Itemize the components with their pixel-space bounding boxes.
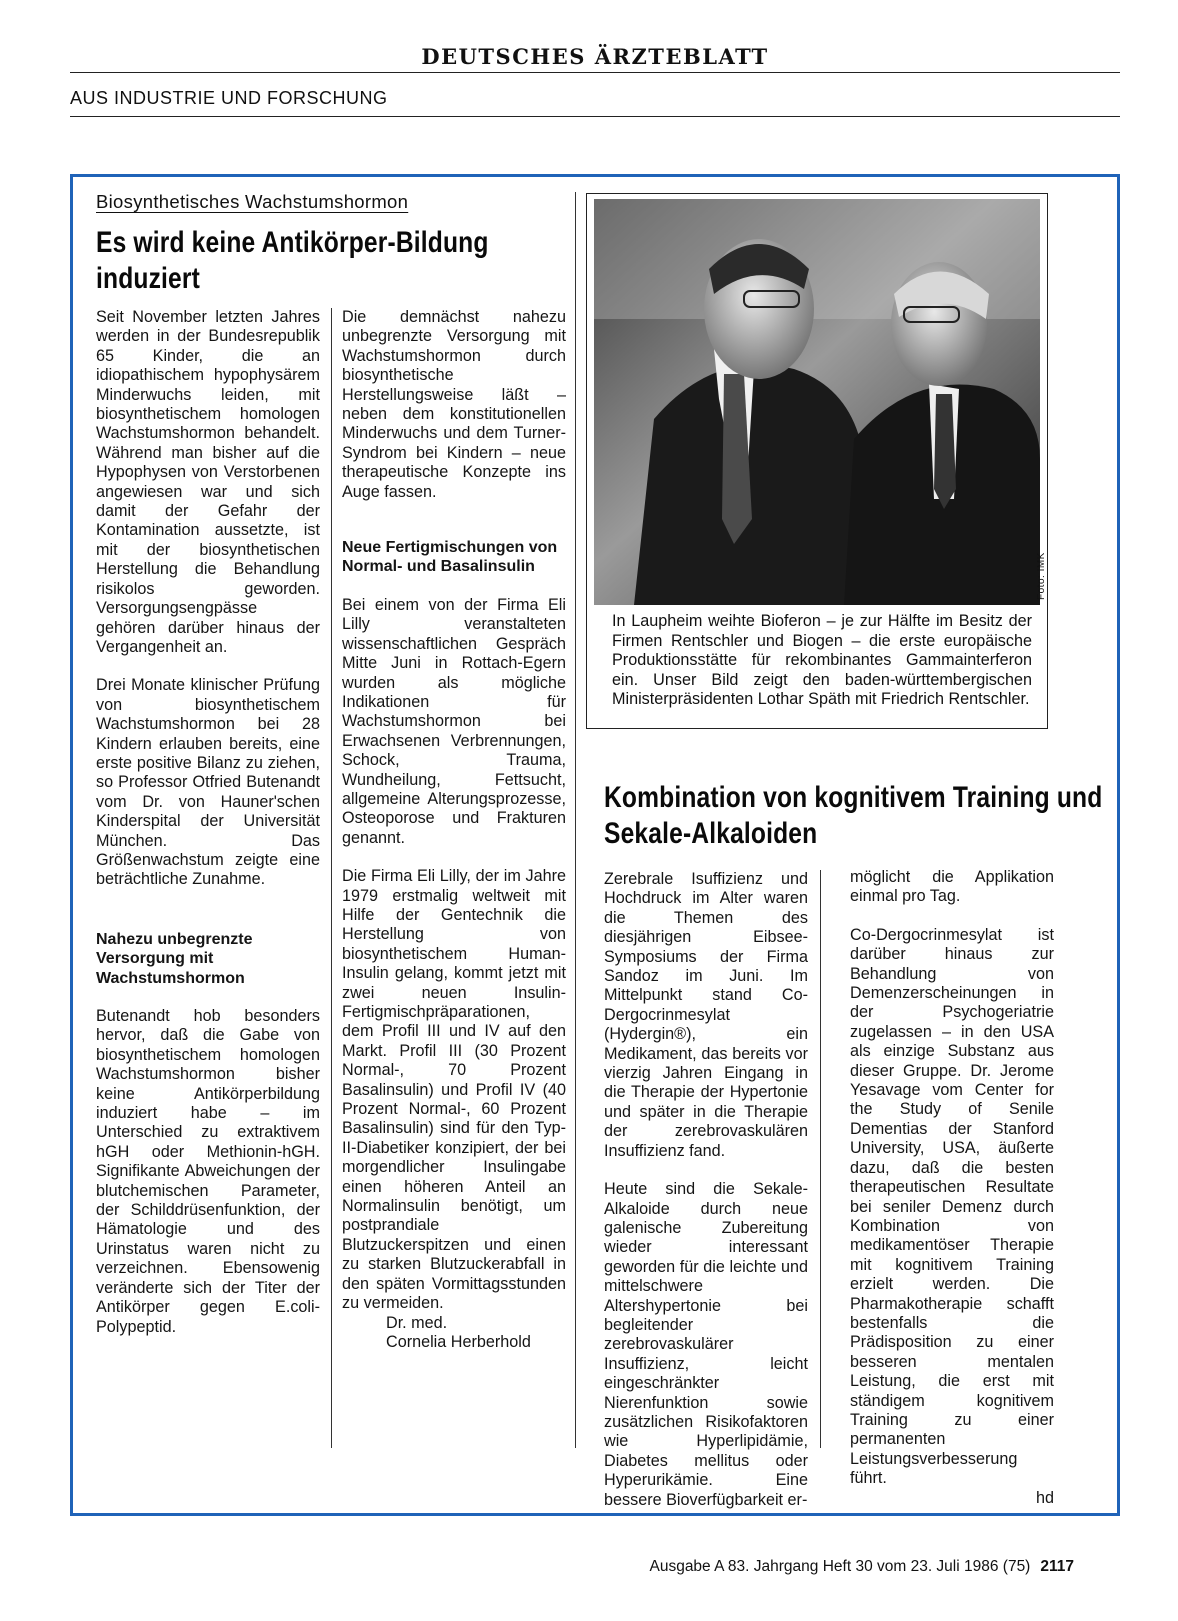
paragraph: Die Firma Eli Lilly, der im Jahre 1979 erstmalig weltweit mit Hilfe der Gentechnik die Herstellung von biosynthetischem Human-Insulin gelang, kommt jetzt mit zwei neuen Insulin-Fertigmischpräparationen, dem Profil III und IV auf den Markt. Profil III (30 Prozent Normal-, 70 Prozent Basalinsulin) und Profil IV (40 Prozent Normal-, 60 Prozent Basalinsulin) sind für den Typ-II-Diabetiker konzipiert, der bei morgendlicher Insulingabe einen höheren Anteil an Normalinsulin benötigt, um postprandiale Blutzuckerspitzen und einen zu starken Blutzuckerabfall in den späten Vormittagsstunden zu vermeiden.: [342, 867, 566, 1313]
author-name: Cornelia Herberhold: [386, 1332, 531, 1351]
page-number: 2117: [1040, 1558, 1074, 1575]
paragraph: Die demnächst nahezu unbegrenzte Versorgung mit Wachstumshormon durch biosynthetische Herstellungsweise läßt – neben dem konstitutionellen Minderwuchs und dem Turner-Syndrom bei Kindern – neue therapeutische Konzepte ins Auge fassen.: [342, 308, 566, 501]
paragraph: Heute sind die Sekale-Alkaloide durch neue galenische Zubereitung wieder interessant geworden für die leichte und mittelschwere Altershypertonie bei begleitender zerebrovaskulärer Insuffizienz, leicht eingeschränkter Nierenfunktion sowie zusätzlichen Risikofaktoren wie Hyperlipidämie, Diabetes mellitus oder Hyperurikämie. Eine bessere Bioverfügbarkeit er-: [604, 1180, 808, 1509]
paragraph: Bei einem von der Firma Eli Lilly veranstalteten wissenschaftlichen Gespräch Mitte Juni in Rottach-Egern wurden als mögliche Indikationen für Wachstumshormon bei Erwachsenen Verbrennungen, Schock, Trauma, Wundheilung, Fettsucht, allgemeine Alterungsprozesse, Osteoporose und Frakturen genannt.: [342, 595, 566, 847]
article-headline: Es wird keine Antikörper-Bildung induziert: [96, 226, 489, 295]
article2-column-2: [850, 868, 1054, 1508]
header-rule-top: [70, 72, 1120, 73]
article-kicker: Biosynthetisches Wachstumshormon: [96, 191, 409, 212]
section-title: AUS INDUSTRIE UND FORSCHUNG: [70, 88, 388, 108]
article1-column-1: [96, 308, 320, 1356]
paragraph: Zerebrale Isuffizienz und Hochdruck im Alter waren die Themen des diesjährigen Eibsee-Symposiums der Firma Sandoz im Juni. Im Mittelpunkt stand Co-Dergocrinmesylat (Hydergin®), ein Medikament, das bereits vor vierzig Jahren Eingang in die Therapie der Hypertonie und später in die Therapie der zerebrovaskulären Insuffizienz fand.: [604, 870, 808, 1160]
journal-title: DEUTSCHES ÄRZTEBLATT: [421, 44, 769, 69]
column-divider: [575, 192, 576, 1448]
author-title: Dr. med.: [386, 1313, 448, 1332]
paragraph: Seit November letzten Jahres werden in der Bundesrepublik 65 Kinder, die an idiopathischem hypophysärem Minderwuchs leiden, mit biosynthetischem homologen Wachstumshormon behandelt. Während man bisher auf die Hypophysen von Verstorbenen angewiesen war und sich damit der Gefahr der Kontamination aussetzte, ist mit der biosynthetischen Herstellung die Behandlung risikolos geworden. Versorgungsengpässe gehören darüber hinaus der Vergangenheit an.: [96, 308, 320, 656]
issue-info: Ausgabe A 83. Jahrgang Heft 30 vom 23. Juli 1986 (75): [649, 1558, 1031, 1575]
photo-credit: Foto: IMK: [1036, 552, 1047, 600]
photo-caption: In Laupheim weihte Bioferon – je zur Hälfte im Besitz der Firmen Rentschler und Biogen – die erste europäische Produktionsstätte für rekombinantes Gammainterferon ein. Unser Bild zeigt den baden-württembergischen Ministerpräsidenten Lothar Späth mit Friedrich Rentschler.: [612, 612, 1032, 709]
subheading: Nahezu unbegrenzte Versorgung mit Wachstumshormon: [96, 930, 253, 987]
paragraph: Co-Dergocrinmesylat ist darüber hinaus zur Behandlung von Demenzerscheinungen in der Psychogeriatrie zugelassen – in den USA als einzige Substanz aus dieser Gruppe. Dr. Jerome Yesavage vom Center for the Study of Senile Dementias der Stanford University, USA, äußerte dazu, daß die besten therapeutischen Resultate bei seniler Demenz durch Kombination von medikamentöser Therapie mit kognitivem Training erzielt werden. Die Pharmakotherapie schafft bestenfalls die Prädisposition zu einer besseren mentalen Leistung, die erst mit ständigem kognitivem Training zu einer permanenten Leistungsverbesserung führt.: [850, 925, 1054, 1488]
paragraph: Butenandt hob besonders hervor, daß die Gabe von biosynthetischem homologen Wachstumshormon bisher keine Antikörperbildung induziert habe – im Unterschied zu extraktivem hGH oder Methionin-hGH. Signifikante Abweichungen der blutchemischen Parameter, der Schilddrüsenfunktion, der Hämatologie und des Urinstatus waren nicht zu verzeichnen. Ebensowenig veränderte sich der Titer der Antikörper gegen E.coli-Polypeptid.: [96, 1007, 320, 1336]
subheading: Neue Fertigmischungen von Normal- und Basalinsulin: [342, 539, 558, 576]
page-footer: [649, 1558, 1074, 1576]
column-divider: [331, 308, 332, 1448]
column-divider: [820, 870, 821, 1448]
press-photo: [594, 199, 1040, 605]
paragraph: Drei Monate klinischer Prüfung von biosynthetischem Wachstumshormon bei 28 Kindern erlauben bereits, eine erste positive Bilanz zu ziehen, so Professor Otfried Butenandt vom Dr. von Hauner'schen Kinderspital der Universität München. Das Größenwachstum zeigte eine beträchtliche Zunahme.: [96, 676, 320, 889]
author-initials: hd: [1035, 1488, 1054, 1507]
article2-column-1: [604, 870, 808, 1529]
header-rule-bottom: [70, 116, 1120, 117]
article-headline: Kombination von kognitivem Training und Sekale-Alkaloiden: [604, 781, 1103, 850]
paragraph: möglicht die Applikation einmal pro Tag.: [850, 868, 1054, 906]
article1-column-2: [342, 308, 566, 1352]
